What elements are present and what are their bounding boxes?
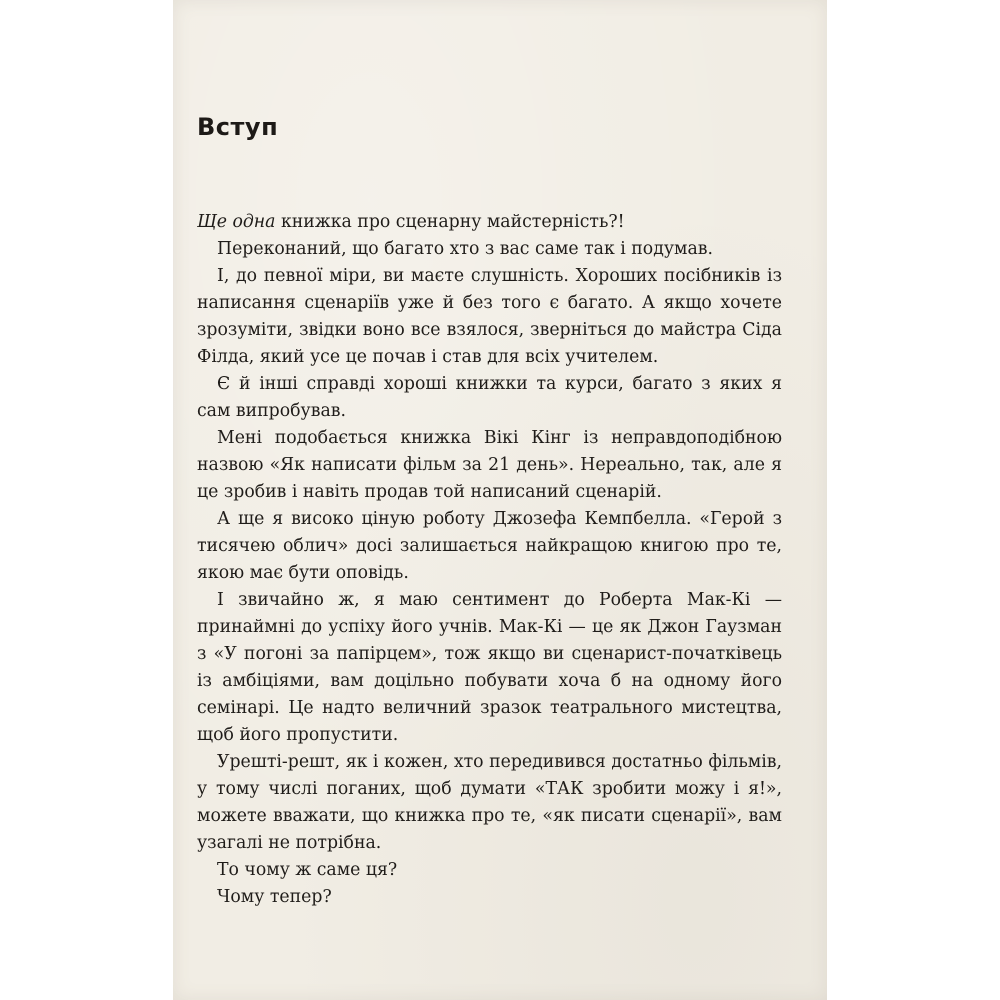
paragraph-5: Мені подобається книжка Вікі Кінг із неправдоподібною назвою «Як написати фільм за 21 день». Нереально, так, але я це зробив і навіть продав той написаний сценарій. — [197, 428, 782, 502]
paragraph-3: І, до певної міри, ви маєте слушність. Хороших посібників із написання сценаріїв уже й без того є багато. А якщо хочете зрозуміти, звідки воно все взялося, зверніться до майстра Сіда Філда, який усе це почав і став для всіх учителем. — [197, 266, 782, 367]
paragraph-8: Урешті-решт, як і кожен, хто передивився достатньо фільмів, у тому числі поганих, щоб думати «ТАК зробити можу і я!», можете вважати, що книжка про те, «як писати сценарії», вам узагалі не потрібна. — [197, 752, 782, 853]
chapter-title: Вступ — [197, 113, 279, 141]
paragraph-6: А ще я високо ціную роботу Джозефа Кемпбелла. «Герой з тисячею облич» досі залишається найкращою книгою про те, якою має бути оповідь. — [197, 509, 782, 583]
paragraph-10: Чому тепер? — [217, 887, 332, 907]
italic-phrase: Ще одна — [197, 212, 276, 232]
body-text — [197, 209, 782, 911]
paragraph-7: І звичайно ж, я маю сентимент до Роберта Мак-Кі — принаймні до успіху його учнів. Мак-Кі — це як Джон Гаузман з «У погоні за папірцем», тож якщо ви сценарист-початківець із амбіціями, вам доцільно побувати хоча б на одному його семінарі. Це надто величний зразок театрального мистецтва, щоб його пропустити. — [197, 590, 782, 745]
paragraph-2: Переконаний, що багато хто з вас саме так і подумав. — [217, 239, 713, 259]
paragraph-4: Є й інші справді хороші книжки та курси, багато з яких я сам випробував. — [197, 374, 782, 421]
paragraph-1 — [197, 209, 782, 236]
paragraph-1-text: книжка про сценарну майстерність?! — [275, 212, 625, 232]
paragraph-9: То чому ж саме ця? — [217, 860, 398, 880]
